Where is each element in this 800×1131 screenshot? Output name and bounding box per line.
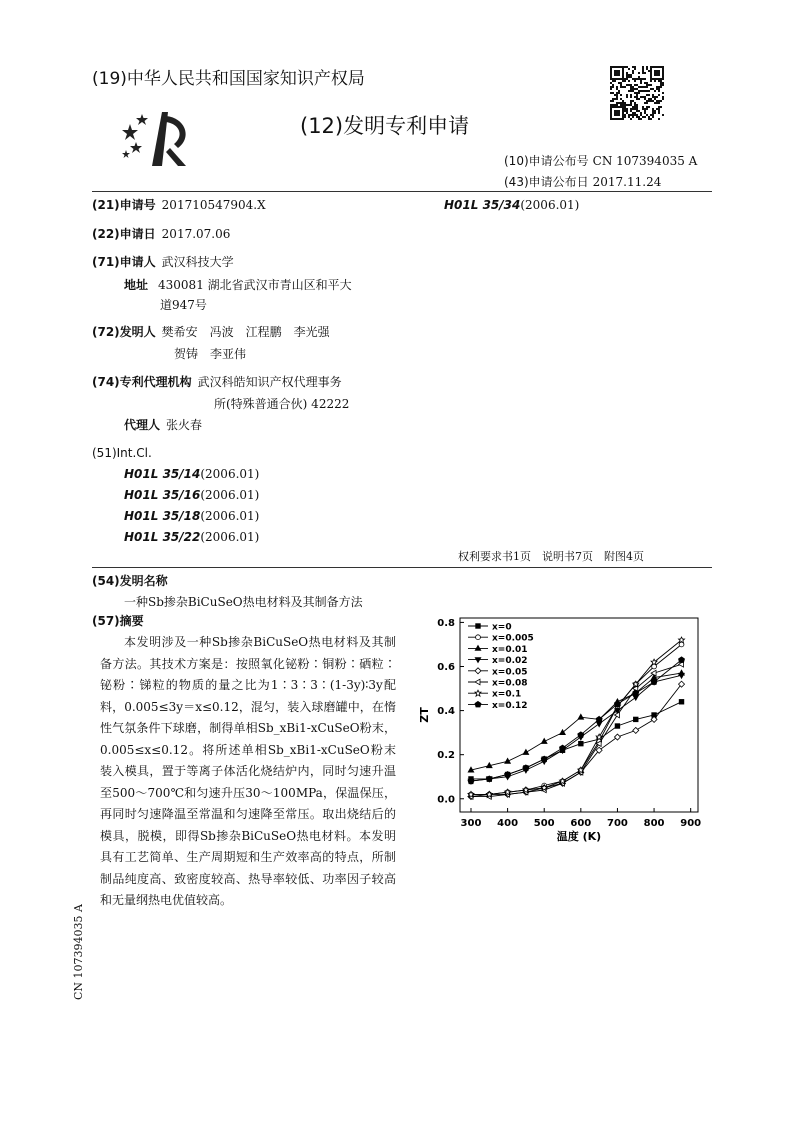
header-divider (92, 191, 712, 192)
cnipa-logo-icon (122, 108, 194, 170)
int-cl-item: H01L 35/22(2006.01) (124, 530, 260, 544)
office-name: (19)中华人民共和国国家知识产权局 (92, 69, 365, 89)
patent-agency-line-2: 所(特殊普通合伙) 42222 (214, 397, 350, 411)
series-point (679, 699, 684, 704)
zt-chart (412, 612, 712, 842)
series-point (614, 734, 620, 740)
application-number: (21)申请号 201710547904.X (92, 198, 266, 212)
biblio-divider (92, 567, 712, 568)
series-point (475, 679, 480, 685)
y-axis-label: ZT (418, 707, 431, 723)
address: 地址 430081 湖北省武汉市青山区和平大 (124, 278, 352, 292)
y-tick-label: 0.2 (437, 750, 455, 762)
series-point (523, 749, 529, 754)
legend-label: x=0.005 (492, 633, 534, 644)
qr-code-icon (610, 66, 664, 120)
x-tick-label: 300 (460, 818, 482, 829)
int-cl-item: H01L 35/14(2006.01) (124, 467, 260, 481)
x-tick-label: 400 (497, 818, 519, 829)
x-tick-label: 500 (533, 818, 555, 829)
abstract-text: 本发明涉及一种Sb掺杂BiCuSeO热电材料及其制备方法。其技术方案是：按照氧化铋粉∶铜粉∶硒粒∶铋粉∶锑粒的物质的量之比为1∶3∶3∶(1-3y)∶3y配料，0.005≤3y＝x≤0.12，混匀，装入球磨罐中，在惰性气氛条件下球磨，制得单相Sb_xBi1-xCuSeO粉末，0.005≤x≤0.12。将所述单相Sb_xBi1-xCuSeO粉末装入模具，置于等离子体活化烧结炉内，同时匀速升温至500～700℃和匀速升压30～100MPa，保温保压，再同时匀速降温至常温和匀速降至常压。取出烧结后的模具，脱模，即得Sb掺杂BiCuSeO热电材料。本发明具有工艺简单、生产周期短和生产效率高的特点，所制制品纯度高、致密度较高、热导率较低、功率因子较高和无量纲热电优值较高。 (100, 635, 396, 907)
series-point (475, 701, 481, 707)
x-tick-label: 600 (570, 818, 592, 829)
applicant: (71)申请人 武汉科技大学 (92, 255, 234, 269)
page-counts: 权利要求书1页 说明书7页 附图4页 (458, 550, 644, 563)
series-point (560, 745, 566, 751)
series-point (475, 658, 481, 663)
inventors-line-2: 贺铸 李亚伟 (174, 347, 247, 361)
side-publication-number: CN 107394035 A (72, 904, 85, 1000)
legend-label: x=0.1 (492, 689, 522, 700)
inventors: (72)发明人 樊希安 冯波 江程鹏 李光强 (92, 325, 330, 339)
x-axis-label: 温度 (K) (556, 830, 602, 842)
int-cl-item: H01L 35/16(2006.01) (124, 488, 260, 502)
publication-date: (43)申请公布日 2017.11.24 (504, 175, 662, 189)
int-cl-item: H01L 35/18(2006.01) (124, 509, 260, 523)
series-point (633, 717, 638, 722)
series-point (578, 714, 584, 719)
series-point (615, 724, 620, 729)
series-point (633, 695, 639, 700)
invention-title: 一种Sb掺杂BiCuSeO热电材料及其制备方法 (124, 595, 363, 609)
legend-label: x=0.12 (492, 700, 528, 711)
series-point (475, 645, 481, 650)
main-ipc: H01L 35/34(2006.01) (444, 198, 580, 212)
series-point (679, 657, 685, 663)
legend-label: x=0.01 (492, 644, 528, 655)
x-tick-label: 800 (643, 818, 665, 829)
legend-label: x=0.02 (492, 656, 528, 667)
series-point (476, 635, 481, 640)
series-point (579, 741, 584, 746)
int-cl-label: (51)Int.Cl. (92, 446, 152, 460)
legend-label: x=0.08 (492, 678, 528, 689)
y-tick-label: 0.6 (437, 662, 455, 673)
agent: 代理人 张火春 (124, 418, 203, 432)
title-label: (54)发明名称 (92, 574, 168, 588)
y-tick-label: 0.4 (437, 706, 455, 718)
series-point (476, 624, 481, 629)
patent-agency: (74)专利代理机构 武汉科皓知识产权代理事务 (92, 375, 342, 389)
application-date: (22)申请日 2017.07.06 (92, 227, 231, 241)
series-point (633, 727, 639, 733)
series-point (596, 722, 602, 727)
document-type: (12)发明专利申请 (300, 114, 470, 138)
x-tick-label: 700 (607, 818, 628, 829)
legend-label: x=0.05 (492, 667, 528, 678)
legend-label: x=0 (492, 622, 512, 633)
address-line-2: 道947号 (160, 298, 207, 312)
abstract-label: (57)摘要 (92, 614, 144, 628)
x-tick-label: 900 (680, 818, 702, 829)
series-point (475, 690, 481, 696)
y-tick-label: 0.0 (437, 794, 455, 806)
y-tick-label: 0.8 (437, 617, 455, 629)
publication-number: (10)申请公布号 CN 107394035 A (504, 154, 698, 168)
series-point (475, 668, 481, 674)
